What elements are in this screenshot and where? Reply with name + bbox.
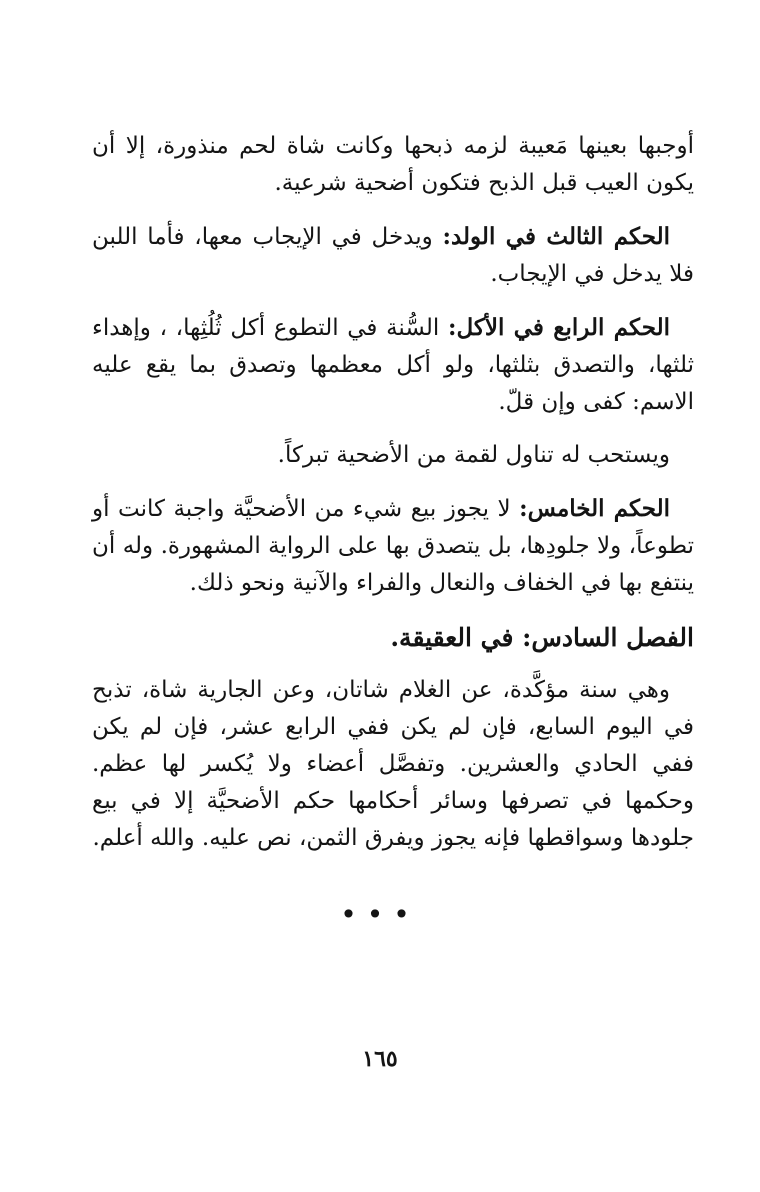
paragraph-text: ويستحب له تناول لقمة من الأضحية تبركاً. bbox=[277, 442, 670, 468]
page-number: ١٦٥ bbox=[362, 1046, 398, 1072]
paragraph-text: السُّنة في التطوع أكل ثُلُثِها، ، وإهداء ثلثها، والتصدق بثلثها، ولو أكل معظمها وتصدق بما يقع عليه الاسم: كفى وإن قلّ. bbox=[92, 315, 694, 415]
paragraph-recommendation bbox=[92, 437, 694, 474]
paragraph-ruling-4 bbox=[92, 309, 694, 421]
ruling-label: الحكم الرابع في الأكل: bbox=[447, 314, 670, 341]
paragraph-continuation bbox=[92, 128, 694, 202]
paragraph-text: أوجبها بعينها مَعيبة لزمه ذبحها وكانت شاة لحم منذورة، إلا أن يكون العيب قبل الذبح فتكون أضحية شرعية. bbox=[92, 133, 694, 196]
section-end-ornament: ••• bbox=[340, 898, 420, 931]
paragraph-text: لا يجوز بيع شيء من الأضحيَّة واجبة كانت أو تطوعاً، ولا جلودِها، بل يتصدق بها على الرواية المشهورة. وله أن ينتفع بها في الخفاف والنعال والفراء والآنية ونحو ذلك. bbox=[92, 496, 694, 596]
paragraph-ruling-3 bbox=[92, 218, 694, 293]
ruling-label: الحكم الثالث في الولد: bbox=[442, 223, 671, 250]
ruling-label: الحكم الخامس: bbox=[519, 495, 670, 522]
section-paragraph bbox=[92, 672, 694, 857]
paragraph-text: وهي سنة مؤكَّدة، عن الغلام شاتان، وعن الجارية شاة، تذبح في اليوم السابع، فإن لم يكن ففي الرابع عشر، فإن لم يكن ففي الحادي والعشرين. وتفصَّل أعضاء ولا يُكسر لها عظم. وحكمها في تصرفها وسائر أحكامها حكم الأضحيَّة إلا في بيع جلودها وسواقطها فإنه يجوز ويفرق الثمن، نص عليه. والله أعلم. bbox=[92, 677, 694, 851]
paragraph-ruling-5 bbox=[92, 490, 694, 602]
paragraph-text: ويدخل في الإيجاب معها، فأما اللبن فلا يدخل في الإيجاب. bbox=[92, 224, 694, 287]
section-heading: الفصل السادس: في العقيقة. bbox=[390, 623, 694, 652]
